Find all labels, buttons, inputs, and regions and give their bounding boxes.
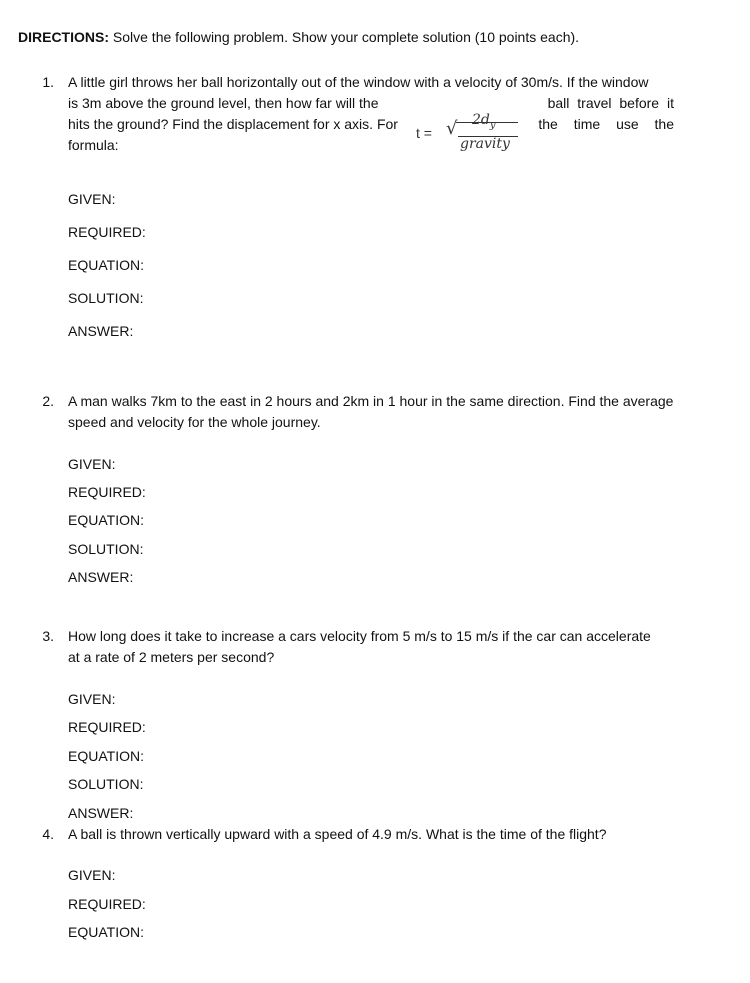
field-answer: ANSWER: [68,805,134,821]
field-equation: EQUATION: [68,512,144,528]
field-equation: EQUATION: [68,748,144,764]
directions-text: Solve the following problem. Show your complete solution (10 points each). [109,29,580,45]
problem-number: 4. [42,826,54,842]
problem-text-line: the time use the [538,116,674,132]
problem-number: 3. [42,628,54,644]
formula-denominator: gravity [460,136,510,152]
problem-text-line: A little girl throws her ball horizontally out of the window with a velocity of 30m/s. If the window [68,74,649,90]
problem-text-line: formula: [68,137,119,153]
field-equation: EQUATION: [68,924,144,940]
formula-lhs: t = [416,125,432,141]
problem-text-line: A man walks 7km to the east in 2 hours and 2km in 1 hour in the same direction. Find the average [68,393,674,409]
field-given: GIVEN: [68,691,116,707]
field-required: REQUIRED: [68,719,146,735]
problem-number: 2. [42,393,54,409]
time-formula [416,108,528,158]
problem-text-line: hits the ground? Find the displacement for x axis. For [68,116,398,132]
field-solution: SOLUTION: [68,776,144,792]
field-equation: EQUATION: [68,257,144,273]
field-answer: ANSWER: [68,569,134,585]
directions [18,28,579,46]
field-given: GIVEN: [68,867,116,883]
problem-number: 1. [42,74,54,90]
problem-text-line: speed and velocity for the whole journey. [68,414,321,430]
field-required: REQUIRED: [68,224,146,240]
problem-text-line: at a rate of 2 meters per second? [68,649,275,665]
field-given: GIVEN: [68,456,116,472]
radical-sign: √ [446,118,458,139]
field-solution: SOLUTION: [68,290,144,306]
problem-text-line: A ball is thrown vertically upward with a speed of 4.9 m/s. What is the time of the flight? [68,826,607,842]
field-given: GIVEN: [68,191,116,207]
directions-label: DIRECTIONS: [18,29,109,45]
problem-text-line: ball travel before it [547,95,674,111]
problem-text-line: is 3m above the ground level, then how far will the [68,95,379,111]
field-solution: SOLUTION: [68,541,144,557]
field-required: REQUIRED: [68,484,146,500]
problem-text-line: How long does it take to increase a cars velocity from 5 m/s to 15 m/s if the car can accelerate [68,628,651,644]
field-required: REQUIRED: [68,896,146,912]
formula-numerator: $2d_y$ [472,112,496,131]
field-answer: ANSWER: [68,323,134,339]
